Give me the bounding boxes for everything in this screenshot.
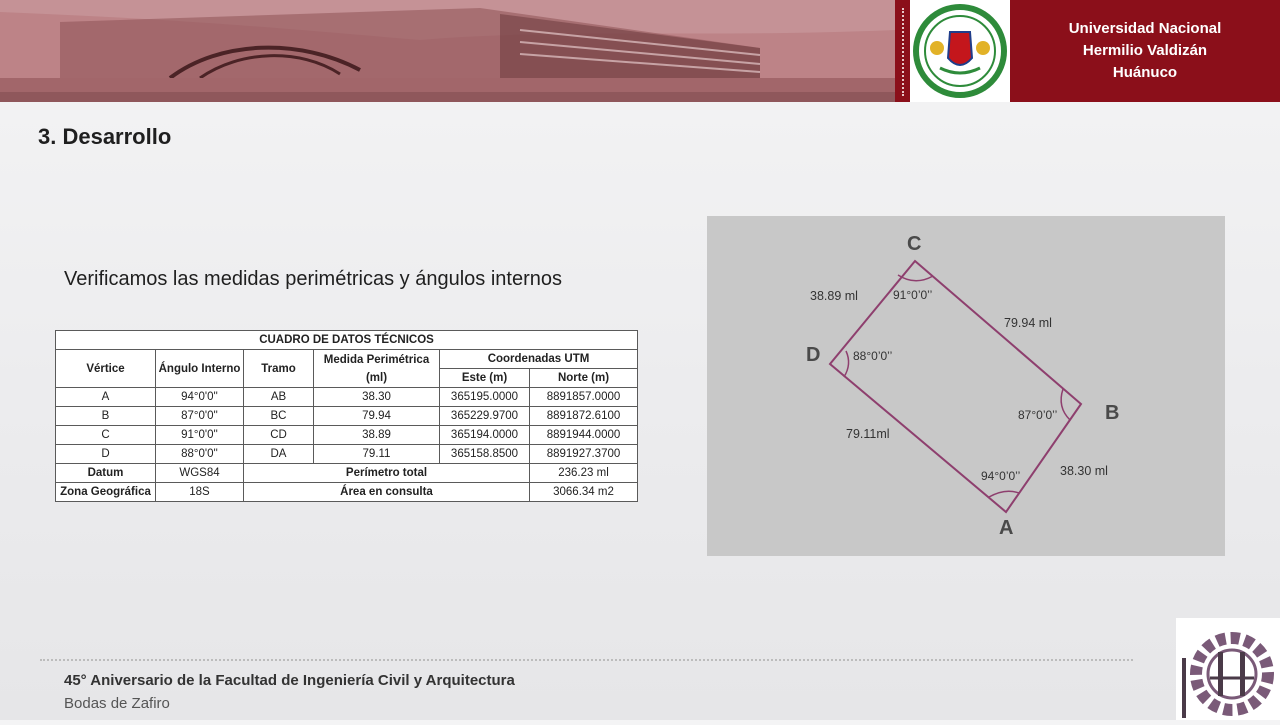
faculty-logo [1176,618,1280,720]
cell-norte: 8891944.0000 [530,426,638,445]
footer-title: 45° Aniversario de la Facultad de Ingeniería Civil y Arquitectura [64,672,515,689]
cell-area-value: 3066.34 m2 [530,483,638,502]
header-campus-photo [0,0,895,102]
point-label-c: C [907,233,922,255]
university-name-box [1010,0,1280,102]
table-row-zona [56,483,638,502]
cell-vertice: C [56,426,156,445]
angle-label-b: 87°0’0’’ [1018,408,1058,422]
university-name-line3: Huánuco [1112,64,1178,81]
section-title: 3. Desarrollo [38,124,172,149]
cell-angulo: 94°0'0'' [156,388,244,407]
cell-tramo: AB [244,388,314,407]
point-label-b: B [1105,402,1120,424]
cell-medida: 38.30 [314,388,440,407]
polygon-diagram [707,216,1225,556]
cell-medida: 79.94 [314,407,440,426]
cell-este: 365158.8500 [440,445,530,464]
side-label-da: 79.11ml [846,427,890,441]
cell-angulo: 88°0'0'' [156,445,244,464]
header-norte: Norte (m) [530,369,638,388]
angle-label-c: 91°0’0’’ [893,288,933,302]
table-row [56,407,638,426]
university-name-line1: Universidad Nacional [1068,20,1222,37]
table-title: CUADRO DE DATOS TÉCNICOS [56,331,638,350]
side-label-cd: 38.89 ml [810,289,858,303]
cell-zona-value: 18S [156,483,244,502]
header-separator [895,0,910,102]
university-name-line2: Hermilio Valdizán [1082,42,1208,59]
cell-vertice: D [56,445,156,464]
table-row [56,445,638,464]
cell-tramo: DA [244,445,314,464]
header-vertice: Vértice [56,350,156,388]
cell-datum-value: WGS84 [156,464,244,483]
cell-tramo: CD [244,426,314,445]
cell-norte: 8891927.3700 [530,445,638,464]
point-label-a: A [999,517,1014,539]
slide-subtitle: Verificamos las medidas perimétricas y ángulos internos [64,268,562,290]
cell-medida: 79.11 [314,445,440,464]
header-angulo: Ángulo Interno [156,350,244,388]
cell-angulo: 87°0'0'' [156,407,244,426]
header-coordenadas: Coordenadas UTM [440,350,638,369]
angle-label-d: 88°0’0’’ [853,349,893,363]
header-tramo: Tramo [244,350,314,388]
table-row [56,388,638,407]
polygon-outline [830,261,1081,512]
cell-perimetro-label: Perímetro total [244,464,530,483]
table-row-datum [56,464,638,483]
cell-este: 365195.0000 [440,388,530,407]
cell-vertice: B [56,407,156,426]
angle-arc-d [844,351,849,377]
footer-divider [40,659,1133,661]
cell-vertice: A [56,388,156,407]
technical-data-table [55,330,638,502]
cell-este: 365229.9700 [440,407,530,426]
cell-norte: 8891872.6100 [530,407,638,426]
header-medida: Medida Perimétrica (ml) [314,350,440,388]
cell-angulo: 91°0'0'' [156,426,244,445]
cell-medida: 38.89 [314,426,440,445]
side-label-bc: 79.94 ml [1004,316,1052,330]
cell-area-label: Área en consulta [244,483,530,502]
side-label-ab: 38.30 ml [1060,464,1108,478]
cell-tramo: BC [244,407,314,426]
university-logo [910,0,1010,102]
cell-datum-label: Datum [56,464,156,483]
cell-perimetro-value: 236.23 ml [530,464,638,483]
cell-este: 365194.0000 [440,426,530,445]
point-label-d: D [806,344,821,366]
angle-label-a: 94°0’0’’ [981,469,1021,483]
footer-subtitle: Bodas de Zafiro [64,695,170,712]
table-row [56,426,638,445]
angle-arc-a [989,491,1019,497]
cell-norte: 8891857.0000 [530,388,638,407]
cell-zona-label: Zona Geográfica [56,483,156,502]
header-este: Este (m) [440,369,530,388]
